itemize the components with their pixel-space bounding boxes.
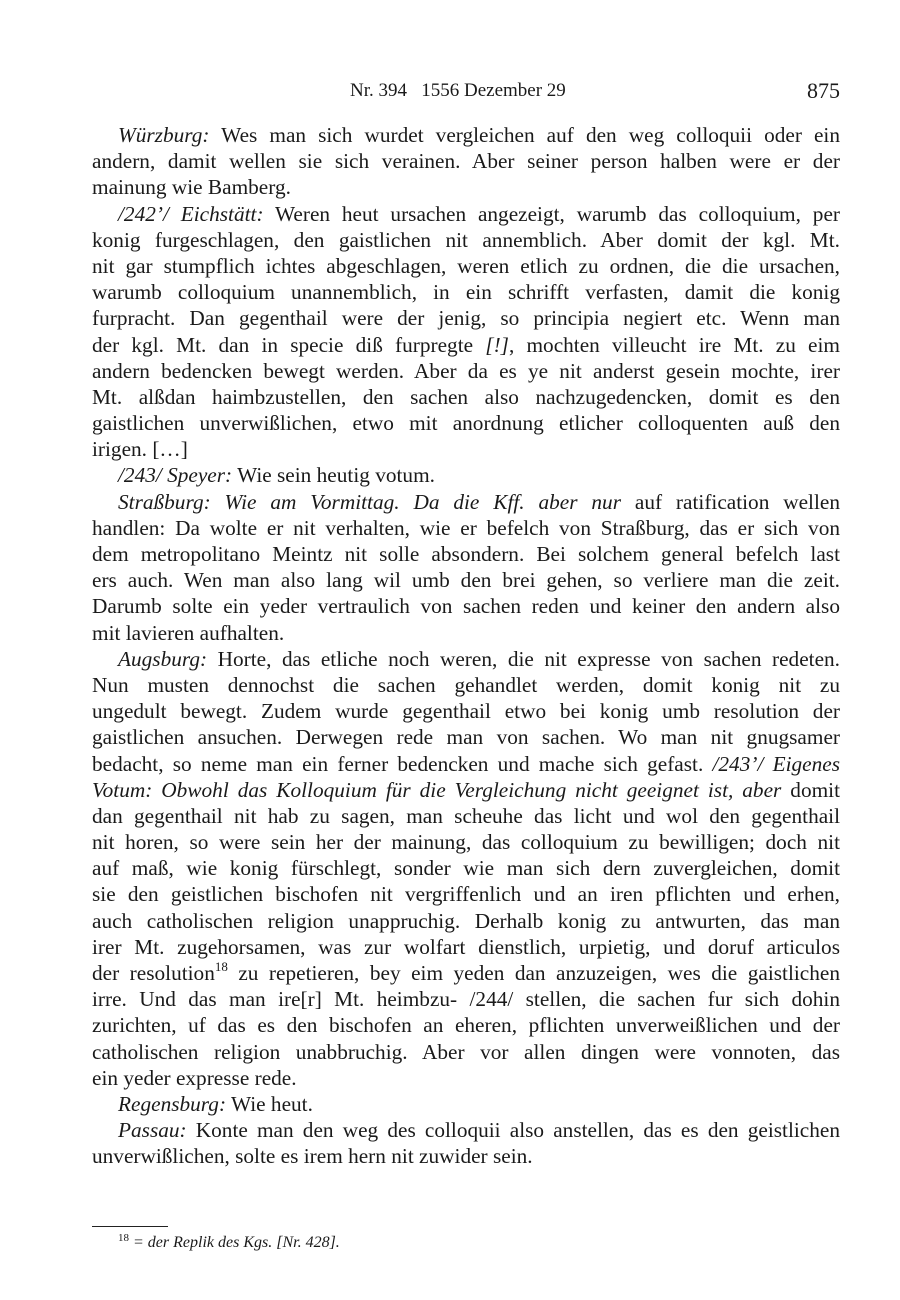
text-segment: sie den geistlichen bischofen nit vergriffenlich und an iren pflichten und erhen, [92, 882, 840, 907]
text-segment: Wie heut. [226, 1091, 313, 1116]
text-segment: andern bedencken bewegt werden. Aber da es ye nit anderst gesein mochte, irer [92, 358, 840, 383]
footnote-number: 18 [118, 1232, 129, 1244]
italic-text: Passau: [118, 1118, 187, 1143]
text-segment: irre. Und das man ire[r] Mt. heimbzu- /244/ stellen, die sachen fur sich dohin [92, 987, 840, 1012]
italic-text: Augsburg: [118, 646, 208, 671]
text-line [92, 541, 840, 567]
italic-text: /243’/ Eigenes [712, 751, 840, 776]
running-header [92, 80, 840, 110]
text-segment: zurichten, uf das es den bischofen an eheren, pflichten unverweißlichen und der [92, 1013, 840, 1038]
italic-text: [!] [485, 332, 509, 357]
text-line [92, 751, 840, 777]
text-segment: ungedult bewegt. Zudem wurde gegenthail etwo bei konig umb resolution der [92, 699, 840, 724]
text-line [92, 515, 840, 541]
text-line [92, 646, 840, 672]
text-line [92, 436, 840, 462]
text-segment: gaistlichen unverwißlichen, etwo mit anordnung etlicher colloquenten auß den [92, 411, 840, 436]
text-segment: der kgl. Mt. dan in specie diß furpregte [92, 332, 486, 357]
text-line [92, 279, 840, 305]
italic-text: Würzburg: [118, 123, 210, 147]
text-segment: ein yeder expresse rede. [92, 1065, 297, 1090]
text-line [92, 1012, 840, 1038]
text-segment: furpracht. Dan gegenthail were der jenig, so principia negiert etc. Wenn man [92, 306, 840, 331]
text-segment: handlen: Da wolte er nit verhalten, wie er befelch von Straßburg, das er sich von [92, 515, 840, 540]
text-segment: Wes man sich wurdet vergleichen auf den weg colloquii oder ein [209, 123, 840, 147]
text-segment: nit gar stumpflich ichtes abgeschlagen, weren etlich zu ordnen, die die ursachen, [92, 253, 840, 278]
running-title: Nr. 394 1556 Dezember 29 [350, 80, 566, 101]
text-segment: catholischen religion unabbruchig. Aber vor allen dingen were vonnoten, das [92, 1039, 840, 1064]
text-line [92, 462, 840, 488]
text-line [92, 1143, 840, 1169]
text-line [92, 724, 840, 750]
text-line [92, 201, 840, 227]
italic-text: Regensburg: [118, 1091, 227, 1116]
text-segment: dem metropolitano Meintz nit solle absondern. Bei solchem general befelch last [92, 542, 840, 566]
text-line [92, 1091, 840, 1117]
text-line [92, 1117, 840, 1143]
text-line [92, 934, 840, 960]
text-segment: Nun musten dennochst die sachen gehandlet werden, domit konig nit zu [92, 672, 840, 697]
text-line [92, 620, 840, 646]
text-segment: mainung wie Bamberg. [92, 175, 291, 200]
text-line [92, 593, 840, 619]
text-segment: Darumb solte ein yeder vertraulich von sachen reden und keiner den andern also [92, 594, 840, 619]
text-line [92, 567, 840, 593]
text-segment: ers auch. Wen man also lang wil umb den brei gehen, so verliere man die zeit. [92, 568, 840, 593]
text-segment: nit horen, so were sein her der mainung, das colloquium zu bewilligen; doch nit [92, 830, 840, 855]
italic-text: Straßburg: Wie am Vormittag. Da die Kff. aber nur [118, 489, 621, 514]
text-line [92, 332, 840, 358]
text-segment: gaistlichen ansuchen. Derwegen rede man von sachen. Wo man nit gnugsamer [92, 725, 840, 750]
text-segment: Konte man den weg des colloquii also anstellen, das es den geistlichen [186, 1118, 840, 1143]
text-line [92, 253, 840, 279]
footnote-text: = der Replik des Kgs. [Nr. 428]. [133, 1234, 340, 1251]
italic-text: /242’/ Eichstätt: [118, 201, 264, 226]
text-line [92, 855, 840, 881]
text-segment: dan gegenthail nit hab zu sagen, man scheuhe das licht und wol den gegenthail [92, 803, 840, 828]
text-line [92, 227, 840, 253]
text-line [92, 410, 840, 436]
text-line [92, 384, 840, 410]
text-segment: , mochten villeucht ire Mt. zu eim [508, 332, 840, 357]
text-line [92, 777, 840, 803]
text-segment: auf ratification wellen [621, 489, 840, 514]
footnote [118, 1234, 340, 1252]
text-segment: Wie sein heutig votum. [232, 463, 435, 488]
text-line [92, 1065, 840, 1091]
text-line [92, 489, 840, 515]
text-line [92, 1039, 840, 1065]
footnote-reference: 18 [214, 960, 228, 974]
text-segment: domit [781, 777, 840, 802]
text-segment: zu repetieren, bey eim yeden dan anzuzeigen, wes die gaistlichen [227, 961, 840, 985]
text-segment: warumb colloquium unannemblich, in ein schrifft verfasten, damit die konig [92, 280, 840, 305]
page-number: 875 [807, 78, 840, 103]
text-segment: Weren heut ursachen angezeigt, warumb das colloquium, per [263, 201, 840, 226]
text-line [92, 881, 840, 907]
text-segment: mit lavieren aufhalten. [92, 620, 285, 645]
text-line [92, 908, 840, 934]
main-text [92, 122, 840, 1170]
text-segment: Horte, das etliche noch weren, die nit expresse von sachen redeten. [207, 646, 840, 671]
italic-text: /243/ Speyer: [118, 463, 233, 488]
text-segment: auf maß, wie konig fürschlegt, sonder wie man sich dern zuvergleichen, domit [92, 856, 840, 881]
text-line [92, 672, 840, 698]
text-segment: andern, damit wellen sie sich verainen. Aber seiner person halben were er der [92, 149, 840, 174]
text-line [92, 305, 840, 331]
text-line [92, 960, 840, 986]
text-segment: bedacht, so neme man ein ferner bedencken und mache sich gefast. [92, 751, 713, 776]
text-segment: Mt. alßdan haimbzustellen, den sachen also nachzugedencken, domit es den [92, 384, 840, 409]
text-line [92, 698, 840, 724]
text-line [92, 803, 840, 829]
text-segment: der resolution [92, 961, 215, 985]
text-segment: unverwißlichen, solte es irem hern nit zuwider sein. [92, 1144, 533, 1169]
text-line [92, 829, 840, 855]
text-segment: irer Mt. zugehorsamen, was zur wolfart dienstlich, urpietig, und doruf articulos [92, 934, 840, 959]
text-segment: irigen. […] [92, 437, 188, 462]
footnote-rule [92, 1226, 168, 1227]
text-line [92, 986, 840, 1012]
text-line [92, 148, 840, 174]
text-segment: konig furgeschlagen, den gaistlichen nit annemblich. Aber domit der kgl. Mt. [92, 227, 840, 252]
text-segment: auch catholischen religion unappruchig. Derhalb konig zu antwurten, das man [92, 908, 840, 933]
text-line [92, 122, 840, 148]
text-line [92, 174, 840, 200]
italic-text: Votum: Obwohl das Kolloquium für die Vergleichung nicht geeignet ist, aber [92, 777, 782, 802]
text-line [92, 358, 840, 384]
